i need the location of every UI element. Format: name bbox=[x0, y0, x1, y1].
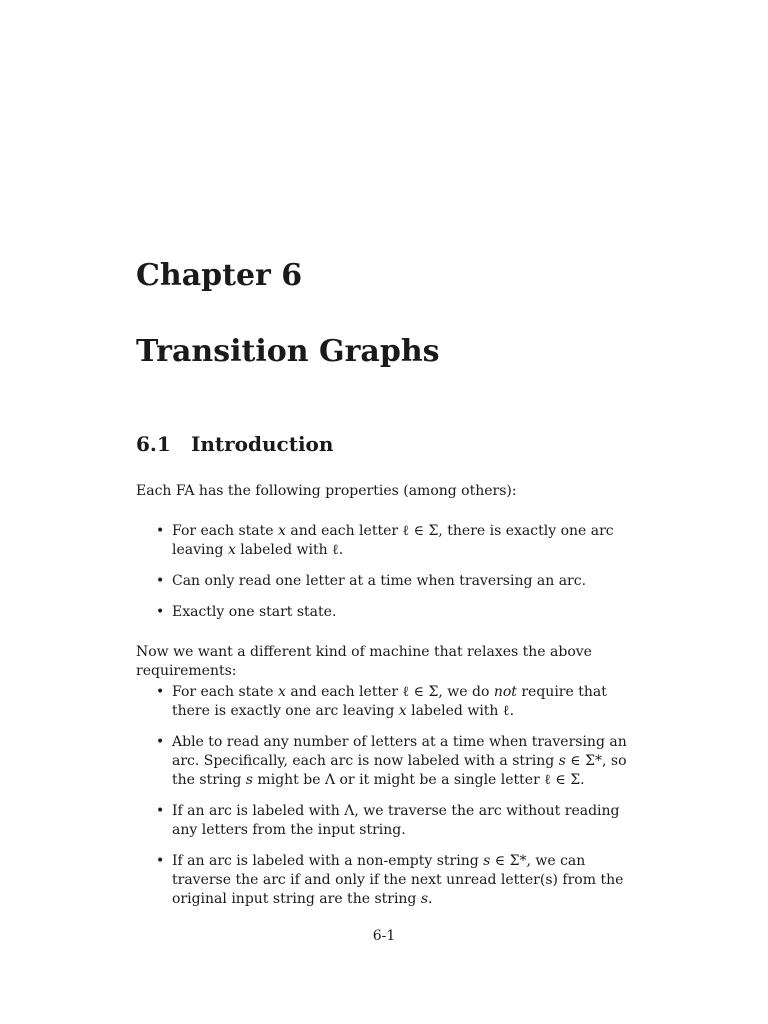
section-title: Introduction bbox=[191, 432, 334, 456]
list-item-text: and each letter bbox=[285, 523, 403, 539]
bullet-icon: • bbox=[156, 853, 165, 869]
bullet-icon: • bbox=[156, 604, 165, 620]
list-item bbox=[136, 683, 636, 721]
math-var: s bbox=[558, 753, 566, 769]
list-item-text: If an arc is labeled with a non-empty string bbox=[172, 853, 484, 869]
list-item-text: Can only read one letter at a time when traversing an arc. bbox=[172, 573, 587, 589]
list-item-text: ℓ ∈ Σ, there is exactly one arc leaving bbox=[172, 523, 614, 558]
math-var: s bbox=[483, 853, 491, 869]
tg-properties-list bbox=[136, 683, 636, 921]
section-heading bbox=[136, 430, 333, 458]
section-number: 6.1 bbox=[136, 432, 171, 456]
math-var: x bbox=[398, 703, 407, 719]
bullet-icon: • bbox=[156, 803, 165, 819]
transition-paragraph: Now we want a different kind of machine that relaxes the above requirements: bbox=[136, 644, 592, 679]
fa-properties-list bbox=[136, 522, 636, 634]
math-var: s bbox=[420, 891, 429, 907]
math-var: x bbox=[227, 542, 236, 558]
math-var: x bbox=[277, 684, 286, 700]
list-item-text: . bbox=[428, 891, 433, 907]
chapter-title: Transition Graphs bbox=[136, 334, 440, 369]
list-item-text: Exactly one start state. bbox=[172, 604, 337, 620]
page-number: 6-1 bbox=[372, 928, 396, 944]
list-item bbox=[136, 733, 636, 790]
list-item-text: labeled with ℓ. bbox=[406, 703, 515, 719]
math-var: x bbox=[277, 523, 286, 539]
list-item-text: labeled with ℓ. bbox=[235, 542, 344, 558]
list-item-text: require that there is exactly one arc leaving bbox=[172, 684, 607, 719]
list-item bbox=[136, 522, 636, 560]
list-item bbox=[136, 572, 636, 591]
list-item bbox=[136, 603, 636, 622]
math-var: s bbox=[245, 772, 253, 788]
list-item-text: ∈ Σ*, so the string bbox=[172, 753, 627, 788]
list-item-text: Able to read any number of letters at a time when traversing an arc. Specifically, each arc is now labeled with a string bbox=[172, 734, 627, 769]
list-item bbox=[136, 852, 636, 909]
list-item-text: For each state bbox=[172, 523, 278, 539]
list-item-text: For each state bbox=[172, 684, 278, 700]
emphasis-text: not bbox=[493, 684, 517, 700]
bullet-icon: • bbox=[156, 573, 165, 589]
intro-paragraph: Each FA has the following properties (among others): bbox=[136, 483, 517, 499]
bullet-icon: • bbox=[156, 734, 165, 750]
list-item-text: might be Λ or it might be a single letter ℓ ∈ Σ. bbox=[252, 772, 585, 788]
bullet-icon: • bbox=[156, 523, 165, 539]
chapter-label: Chapter 6 bbox=[136, 258, 303, 293]
list-item-text: and each letter ℓ ∈ Σ, we do bbox=[285, 684, 494, 700]
list-item bbox=[136, 802, 636, 840]
list-item-text: ∈ Σ*, we can traverse the arc if and only if the next unread letter(s) from the original input string are the string bbox=[172, 853, 624, 907]
list-item-text: If an arc is labeled with Λ, we traverse the arc without reading any letters from the input string. bbox=[172, 803, 620, 838]
bullet-icon: • bbox=[156, 684, 165, 700]
